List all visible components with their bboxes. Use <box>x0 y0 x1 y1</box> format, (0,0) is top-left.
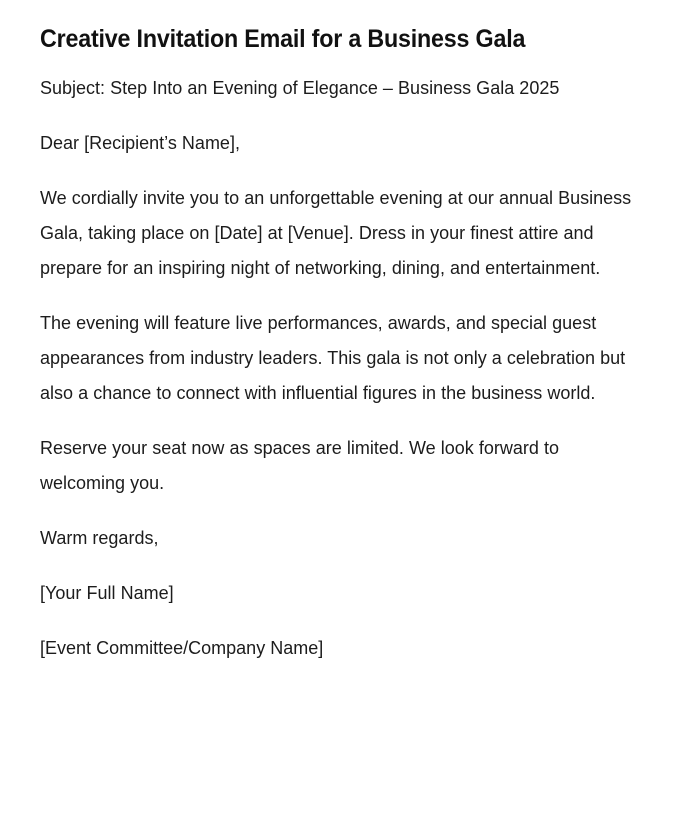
paragraph-salutation: Dear [Recipient’s Name], <box>40 133 240 153</box>
paragraph-rsvp: Reserve your seat now as spaces are limited. We look forward to welcoming you. <box>40 438 559 493</box>
signature-name: [Your Full Name] <box>40 583 174 603</box>
paragraph-closing: Warm regards, <box>40 528 159 548</box>
document-body <box>40 71 660 666</box>
paragraph-invitation: We cordially invite you to an unforgettable evening at our annual Business Gala, taking place on [Date] at [Venue]. Dress in your finest attire and prepare for an inspiring night of networking, dining, and entertainment. <box>40 188 632 278</box>
paragraph-subject: Subject: Step Into an Evening of Elegance – Business Gala 2025 <box>40 78 560 98</box>
paragraph-program: The evening will feature live performances, awards, and special guest appearances from industry leaders. This gala is not only a celebration but also a chance to connect with influential figures in the business world. <box>40 313 626 403</box>
signature-organization: [Event Committee/Company Name] <box>40 638 324 658</box>
page-title: Creative Invitation Email for a Business Gala <box>40 25 526 53</box>
